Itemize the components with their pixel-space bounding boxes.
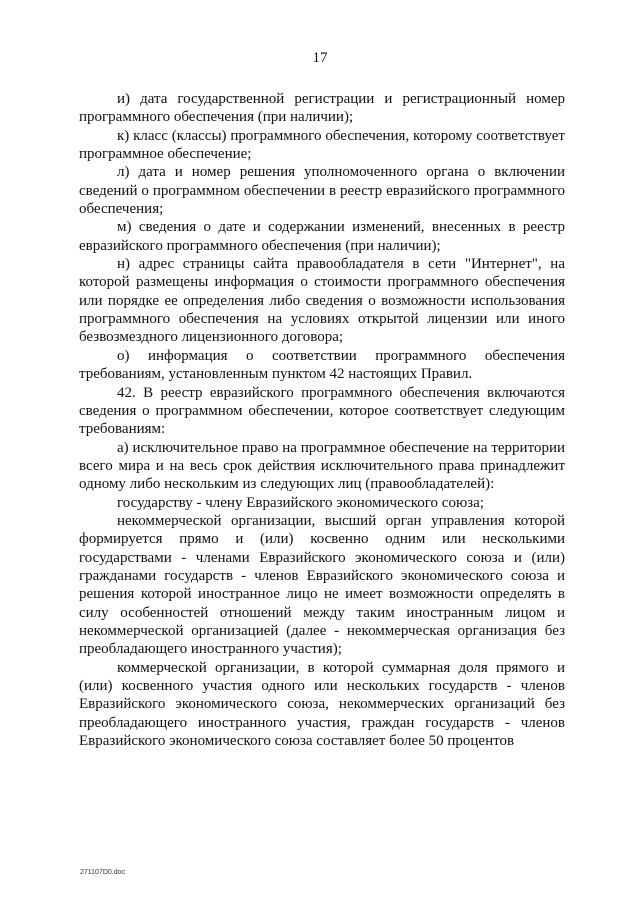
document-footer: 271107D0.doc (80, 869, 126, 876)
paragraph-nonprofit: некоммерческой организации, высший орган управления которой формируется прямо и (или) косвенно одним или несколькими государствами - членами Евразийского экономического союза и (или) гражданами государств - членов Евразийского экономического союза и решения которой иностранное лицо не имеет возможности определять в силу особенностей отношений между таким иностранным лицом и некоммерческой организацией (далее - некоммерческая организация без преобладающего иностранного участия); (79, 512, 565, 658)
document-body (79, 90, 565, 750)
paragraph-state: государству - члену Евразийского экономического союза; (117, 494, 484, 511)
paragraph-o: о) информация о соответствии программного обеспечения требованиям, установленным пунктом 42 настоящих Правил. (79, 347, 565, 383)
page-number: 17 (312, 50, 328, 66)
paragraph-l: л) дата и номер решения уполномоченного органа о включении сведений о программном обеспечении в реестр евразийского программного обеспечения; (79, 164, 565, 218)
paragraph-a: а) исключительное право на программное обеспечение на территории всего мира и на весь срок действия исключительного права принадлежит одному либо нескольким из следующих лиц (правообладателей): (79, 439, 565, 493)
paragraph-k: к) класс (классы) программного обеспечения, которому соответствует программное обеспечение; (79, 127, 565, 163)
paragraph-i: и) дата государственной регистрации и регистрационный номер программного обеспечения (при наличии); (79, 91, 565, 126)
paragraph-42: 42. В реестр евразийского программного обеспечения включаются сведения о программном обеспечении, которое соответствует следующим требованиям: (79, 384, 565, 438)
paragraph-n: н) адрес страницы сайта правообладателя в сети "Интернет", на которой размещены информация о стоимости программного обеспечения или порядке ее определения либо сведения о возможности использования программного обеспечения на условиях открытой лицензии или иного безвозмездного лицензионного договора; (79, 256, 565, 346)
paragraph-commercial: коммерческой организации, в которой суммарная доля прямого и (или) косвенного участия одного или нескольких государств - членов Евразийского экономического союза, некоммерческих организаций без преобладающего иностранного участия, граждан государств - членов Евразийского экономического союза составляет более 50 процентов (79, 659, 565, 750)
paragraph-m: м) сведения о дате и содержании изменений, внесенных в реестр евразийского программного обеспечения (при наличии); (79, 219, 565, 254)
